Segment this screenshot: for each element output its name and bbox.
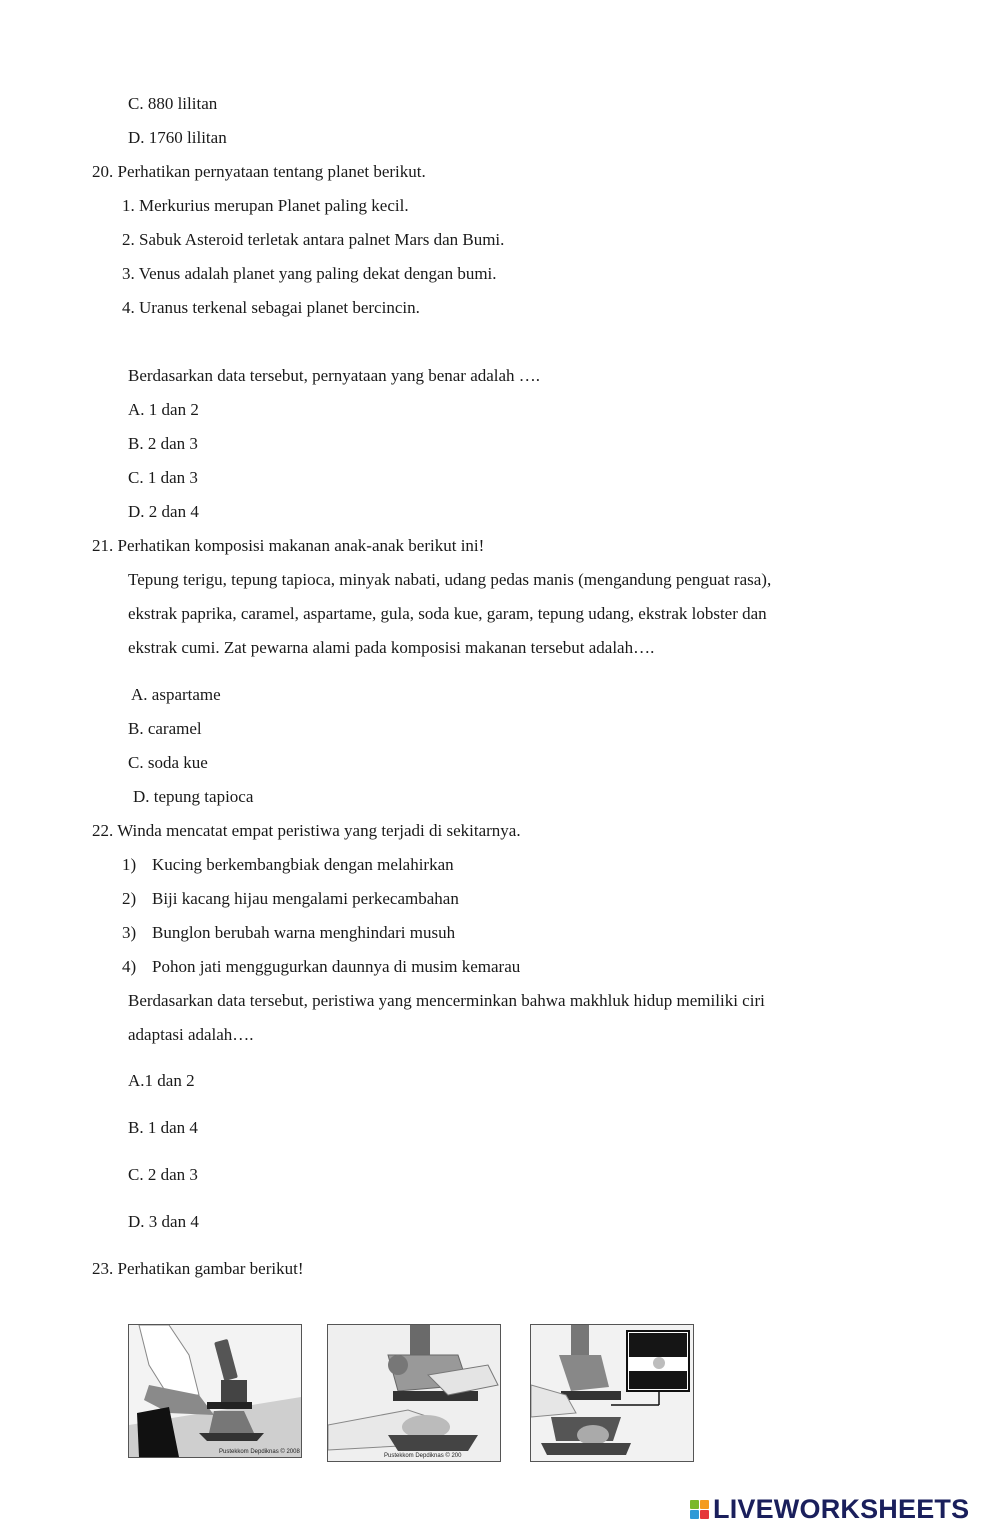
q22-event-text: Pohon jati menggugurkan daunnya di musim kemarau (152, 957, 521, 976)
q22-event-text: Bunglon berubah warna menghindari musuh (152, 923, 456, 942)
q22-prompt-line: adaptasi adalah…. (128, 1025, 254, 1044)
q22-option-b: B. 1 dan 4 (128, 1118, 198, 1137)
q22-event-number: 4) (122, 957, 137, 976)
liveworksheets-logo-icon (690, 1500, 709, 1519)
q20-statement: 2. Sabuk Asteroid terletak antara palnet Mars dan Bumi. (122, 230, 505, 249)
logo-square (690, 1500, 699, 1509)
q22-event-text: Kucing berkembangbiak dengan melahirkan (152, 855, 454, 874)
q21-body-line: Tepung terigu, tepung tapioca, minyak nabati, udang pedas manis (mengandung penguat rasa), (128, 570, 772, 589)
q23-stem: 23. Perhatikan gambar berikut! (92, 1259, 304, 1278)
q21-option-b: B. caramel (128, 719, 202, 738)
q23-figure-1 (128, 1324, 302, 1458)
liveworksheets-logo (690, 1494, 969, 1524)
q23-figure-2-credit: Pustekkom Depdiknas © 200 (384, 1453, 462, 1459)
logo-square (700, 1510, 709, 1519)
q20-option-b: B. 2 dan 3 (128, 434, 198, 453)
q20-option-a: A. 1 dan 2 (128, 400, 199, 419)
q20-stem: 20. Perhatikan pernyataan tentang planet berikut. (92, 162, 426, 181)
logo-square (690, 1510, 699, 1519)
q21-body-line: ekstrak cumi. Zat pewarna alami pada komposisi makanan tersebut adalah…. (128, 638, 655, 657)
q22-option-c: C. 2 dan 3 (128, 1165, 198, 1184)
q20-statement: 3. Venus adalah planet yang paling dekat dengan bumi. (122, 264, 497, 283)
q22-event-number: 3) (122, 923, 137, 942)
q21-option-a: A. aspartame (131, 685, 221, 704)
q21-option-c: C. soda kue (128, 753, 208, 772)
q22-prompt-line: Berdasarkan data tersebut, peristiwa yang mencerminkan bahwa makhluk hidup memiliki ciri (128, 991, 765, 1010)
q22-event-number: 2) (122, 889, 137, 908)
q23-figure-1-credit: Pustekkom Depdiknas © 2008 (219, 1449, 300, 1455)
q19-option-d: D. 1760 lilitan (128, 128, 227, 147)
q21-body-line: ekstrak paprika, caramel, aspartame, gula, soda kue, garam, tepung udang, ekstrak lobster dan (128, 604, 767, 623)
q22-stem: 22. Winda mencatat empat peristiwa yang terjadi di sekitarnya. (92, 821, 521, 840)
microscope-photo-1 (129, 1325, 301, 1457)
q20-statement: 1. Merkurius merupan Planet paling kecil. (122, 196, 409, 215)
microscope-photo-3 (531, 1325, 693, 1461)
microscope-photo-2 (328, 1325, 500, 1461)
q23-figure-3 (530, 1324, 694, 1462)
q22-option-a: A.1 dan 2 (128, 1071, 195, 1090)
q23-figure-2 (327, 1324, 501, 1462)
logo-square (700, 1500, 709, 1509)
q22-event-text: Biji kacang hijau mengalami perkecambahan (152, 889, 459, 908)
q21-option-d: D. tepung tapioca (133, 787, 254, 806)
q22-option-d: D. 3 dan 4 (128, 1212, 199, 1231)
q19-option-c: C. 880 lilitan (128, 94, 218, 113)
q20-option-c: C. 1 dan 3 (128, 468, 198, 487)
q21-stem: 21. Perhatikan komposisi makanan anak-anak berikut ini! (92, 536, 485, 555)
logo-text: LIVEWORKSHEETS (713, 1493, 970, 1524)
q20-statement: 4. Uranus terkenal sebagai planet bercincin. (122, 298, 420, 317)
q20-option-d: D. 2 dan 4 (128, 502, 199, 521)
q22-event-number: 1) (122, 855, 137, 874)
q20-prompt: Berdasarkan data tersebut, pernyataan yang benar adalah …. (128, 366, 541, 385)
